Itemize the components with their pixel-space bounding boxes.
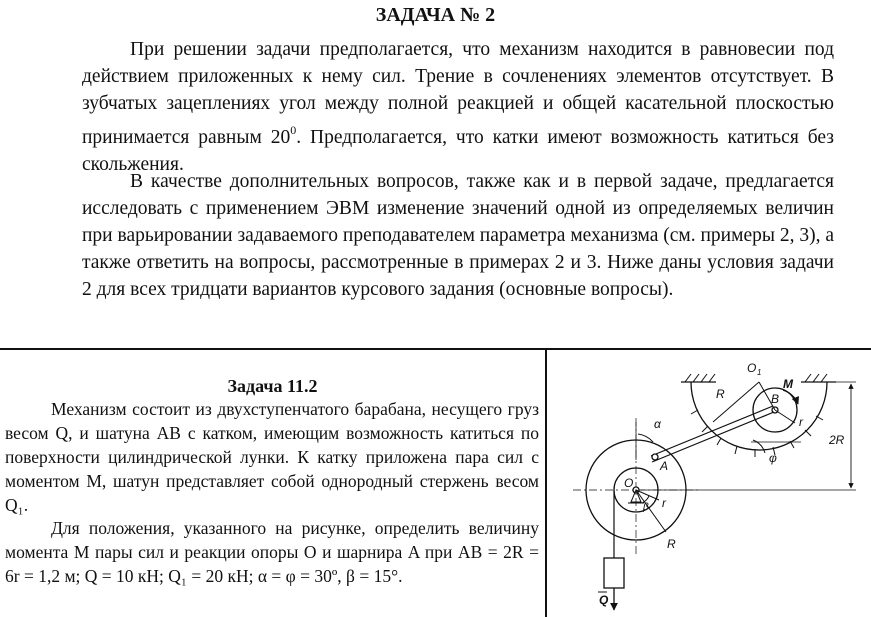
label-M: M — [783, 377, 793, 391]
intro-paragraph-2: В качестве дополнительных вопросов, также как и в первой задаче, предлагается исследовать с применением ЭВМ изменение значений одной из определяемых величин при варьировании задаваемого преподавателем параметра механизма (см. примеры 2, 3), а также ответить на вопросы, рассмотренные в примерах 2 и 3. Ниже даны условия задачи 2 для всех тридцати вариантов курсового задания (основные вопросы). — [82, 171, 834, 300]
task-paragraph-1: Механизм состоит из двухступенчатого барабана, несущего груз весом Q, и шатуна AB с катком, имеющим возможность катиться по поверхности цилиндрической лунки. К катку приложена пара сил с моментом M, шатун представляет собой однородный стержень весом Q₁. — [5, 399, 539, 515]
intro-p1-superscript: 0 — [290, 123, 297, 137]
load-Q — [604, 558, 624, 588]
label-R-upper: R — [716, 387, 725, 401]
rod-AB-upper — [651, 406, 773, 456]
label-R-lower: R — [667, 537, 676, 551]
intro-p1-text-a: При решении задачи предполагается, что механизм находится в равновесии под действием приложенных к нему сил. Трение в сочленениях элементов отсутствует. В зубчатых зацеплениях угол между полной реакцией и общей касательной плоскостью принимается равным 20 — [82, 39, 834, 148]
page-title: ЗАДАЧА № 2 — [375, 4, 496, 26]
task-paragraph-2: Для положения, указанного на рисунке, определить величину момента M пары сил и реакции опоры O и шарнира A при AB = 2R = 6r = 1,2 м; Q = 10 кН; Q₁ = 20 кН; α = φ = 30º, β = 15°. — [5, 518, 539, 586]
ground-hatch — [685, 374, 827, 382]
label-O1-subscript: 1 — [757, 368, 762, 377]
intro-p1-text-b: . Предполагается, что катки имеют возможность катиться без скольжения. — [82, 127, 834, 175]
mechanism-figure — [551, 360, 871, 617]
task-top-rule — [0, 348, 871, 350]
label-A: A — [660, 459, 669, 473]
label-alpha: α — [654, 417, 661, 431]
label-2R: 2R — [829, 433, 845, 447]
task-title: Задача 11.2 — [227, 376, 318, 396]
label-Q: Q — [599, 593, 609, 607]
label-O1: O — [747, 361, 757, 375]
label-beta: β — [643, 502, 649, 513]
cylindrical-well — [691, 382, 827, 450]
intro-paragraph-1 — [82, 36, 834, 178]
label-O: O — [624, 476, 634, 490]
label-r-upper: r — [799, 415, 803, 429]
hinge-A — [652, 454, 658, 460]
task-divider-rule — [545, 348, 547, 617]
label-r-lower: r — [662, 496, 666, 510]
label-phi: φ — [769, 451, 777, 465]
radius-r-upper — [775, 410, 795, 423]
label-B: B — [771, 392, 780, 406]
